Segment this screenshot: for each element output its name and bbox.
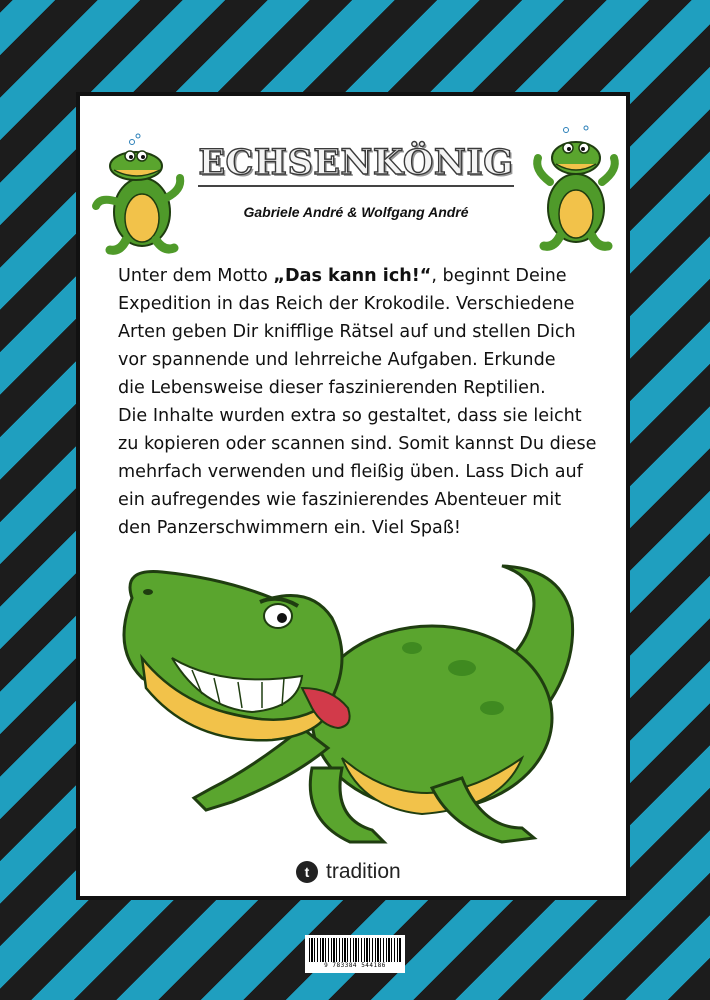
crocodile-mascot-right-icon	[526, 122, 626, 252]
description-line: den Panzerschwimmern ein. Viel Spaß!	[118, 518, 461, 538]
crocodile-mascot-left-icon	[90, 132, 190, 256]
publisher-logo	[296, 860, 401, 884]
book-title: ECHSENKÖNIG	[198, 142, 513, 187]
isbn-digits: 9 783384 544186	[324, 962, 386, 969]
isbn-barcode	[305, 935, 405, 973]
description-line: Arten geben Dir knifflige Rätsel auf und stellen Dich	[118, 322, 576, 342]
description-line: Expedition in das Reich der Krokodile. Verschiedene	[118, 294, 575, 314]
description-line: Unter dem Motto „Das kann ich!“, beginnt Deine	[118, 266, 567, 286]
description-line: die Lebensweise dieser faszinierenden Reptilien.	[118, 378, 546, 398]
book-authors: Gabriele André & Wolfgang André	[243, 204, 469, 220]
cover-panel	[76, 92, 630, 900]
book-title-wrap	[188, 142, 524, 187]
description-line: zu kopieren oder scannen sind. Somit kannst Du diese	[118, 434, 597, 454]
publisher-name: tradition	[326, 860, 401, 883]
description-line: mehrfach verwenden und fleißig üben. Lass Dich auf	[118, 462, 583, 482]
barcode-bars	[309, 938, 401, 962]
description-line: ein aufregendes wie faszinierendes Abenteuer mit	[118, 490, 562, 510]
description-line: Die Inhalte wurden extra so gestaltet, dass sie leicht	[118, 406, 582, 426]
running-crocodile-illustration-icon	[102, 558, 614, 850]
book-description	[118, 262, 598, 542]
publisher-mark-icon: t	[296, 861, 318, 883]
description-line: vor spannende und lehrreiche Aufgaben. Erkunde	[118, 350, 556, 370]
